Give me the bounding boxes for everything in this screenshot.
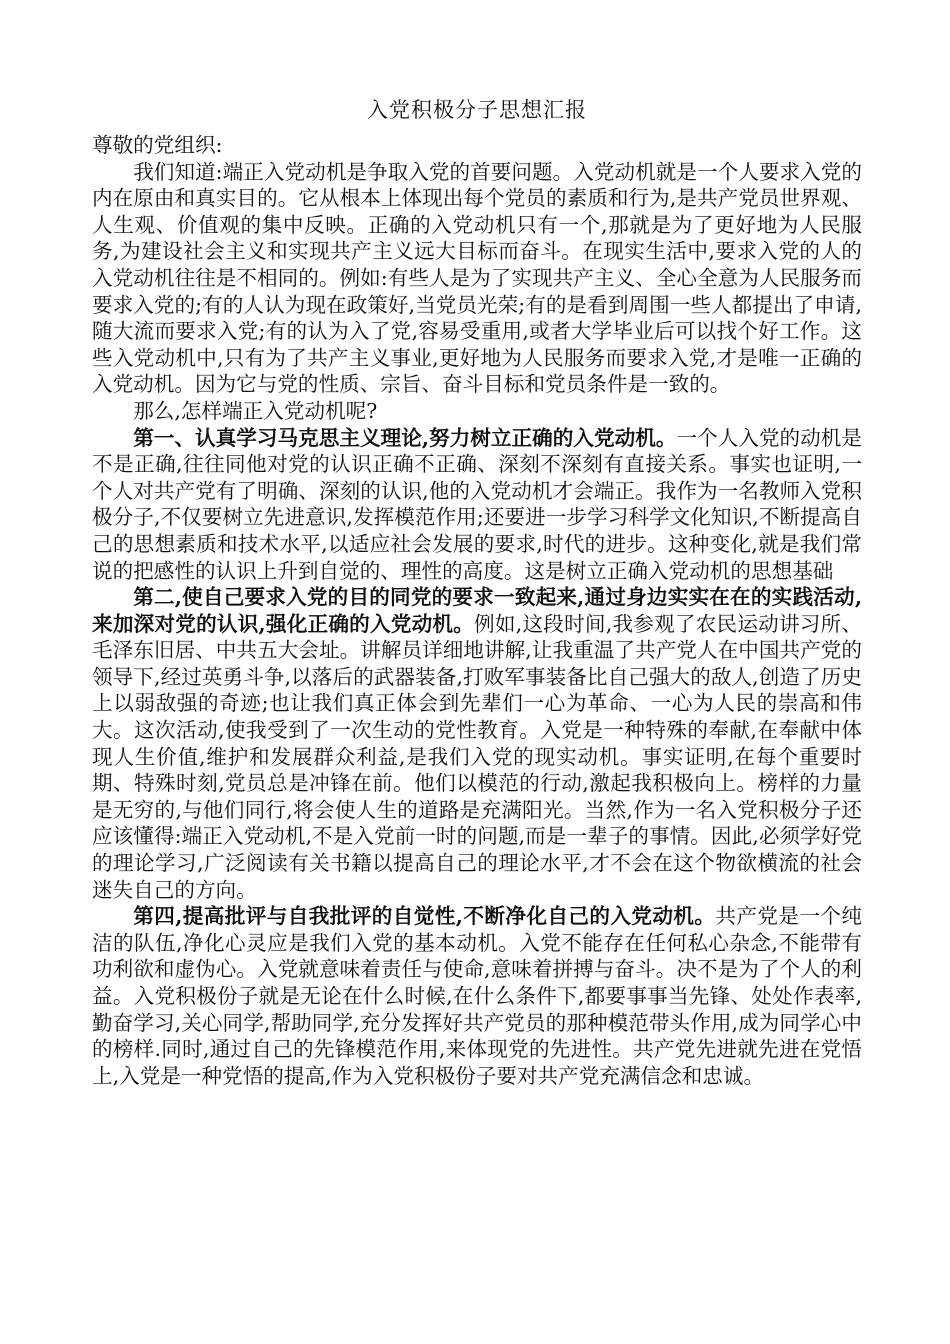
paragraph-4 (92, 584, 862, 903)
paragraph-heading: 第二,使自己要求入党的目的同党的要求一致起来,通过身边实实在在的实践活动,来加深对党的认识,强化正确的入党动机。 (92, 585, 862, 636)
paragraph-heading: 第四,提高批评与自我批评的自觉性,不断净化自己的入党动机。 (133, 904, 716, 929)
paragraph-text: 我们知道:端正入党动机是争取入党的首要问题。入党动机就是一个人要求入党的内在原由和真实目的。它从根本上体现出每个党员的素质和行为,是共产党员世界观、人生观、价值观的集中反映。正确的入党动机只有一个,那就是为了更好地为人民服务,为建设社会主义和实现共产主义远大目标而奋斗。在现实生活中,要求入党的人的入党动机往往是不相同的。例如:有些人是为了实现共产主义、全心全意为人民服务而要求入党的;有的人认为现在政策好,当党员光荣;有的是看到周围一些人都提出了申请,随大流而要求入党;有的认为入了党,容易受重用,或者大学毕业后可以找个好工作。这些入党动机中,只有为了共产主义事业,更好地为人民服务而要求入党,才是唯一正确的入党动机。因为它与党的性质、宗旨、奋斗目标和党员条件是一致的。 (92, 159, 862, 397)
paragraph-text: 例如,这段时间,我参观了农民运动讲习所、毛泽东旧居、中共五大会址。讲解员详细地讲解,让我重温了共产党人在中国共产党的领导下,经过英勇斗争,以落后的武器装备,打败军事装备比自己强大的敌人,创造了历史上以弱敌强的奇迹;也让我们真正体会到先辈们一心为革命、一心为人民的崇高和伟大。这次活动,使我受到了一次生动的党性教育。入党是一种特殊的奉献,在奉献中体现人生价值,维护和发展群众利益,是我们入党的现实动机。事实证明,在每个重要时期、特殊时刻,党员总是冲锋在前。他们以模范的行动,激起我积极向上。榜样的力量是无穷的,与他们同行,将会使人生的道路是充满阳光。当然,作为一名入党积极分子还应该懂得:端正入党动机,不是入党前一时的问题,而是一辈子的事情。因此,必须学好党的理论学习,广泛阅读有关书籍以提高自己的理论水平,才不会在这个物欲横流的社会迷失自己的方向。 (92, 611, 863, 902)
salutation: 尊敬的党组织: (92, 133, 223, 157)
paragraph-text: 那么,怎样端正入党动机呢? (133, 398, 378, 423)
paragraph-5 (92, 903, 862, 1089)
paragraph-3 (92, 425, 862, 585)
paragraph-2 (92, 398, 862, 425)
paragraph-text: 一个人入党的动机是不是正确,往往同他对党的认识正确不正确、深刻不深刻有直接关系。事实也证明,一个人对共产党有了明确、深刻的认识,他的入党动机才会端正。我作为一名教师入党积极分子,不仅要树立先进意识,发挥模范作用;还要进一步学习科学文化知识,不断提高自己的思想素质和技术水平,以适应社会发展的要求,时代的进步。这种变化,就是我们常说的把感性的认识上升到自觉的、理性的高度。这是树立正确入党动机的思想基础 (92, 425, 863, 583)
paragraph-text: 共产党是一个纯洁的队伍,净化心灵应是我们入党的基本动机。入党不能存在任何私心杂念,不能带有功利欲和虚伪心。入党就意味着责任与使命,意味着拼搏与奋斗。决不是为了个人的利益。入党积极份子就是无论在什么时候,在什么条件下,都要事事当先锋、处处作表率,勤奋学习,关心同学,帮助同学,充分发挥好共产党员的那种模范带头作用,成为同学心中的榜样.同时,通过自己的先锋模范作用,来体现党的先进性。共产党先进就先进在党悟上,入党是一种党悟的提高,作为入党积极份子要对共产党充满信念和忠诚。 (92, 904, 862, 1088)
paragraph-1 (92, 159, 862, 398)
document-title: 入党积极分子思想汇报 (367, 98, 587, 122)
document-page (92, 96, 862, 1089)
paragraph-heading: 第一、认真学习马克思主义理论,努力树立正确的入党动机。 (133, 425, 677, 450)
